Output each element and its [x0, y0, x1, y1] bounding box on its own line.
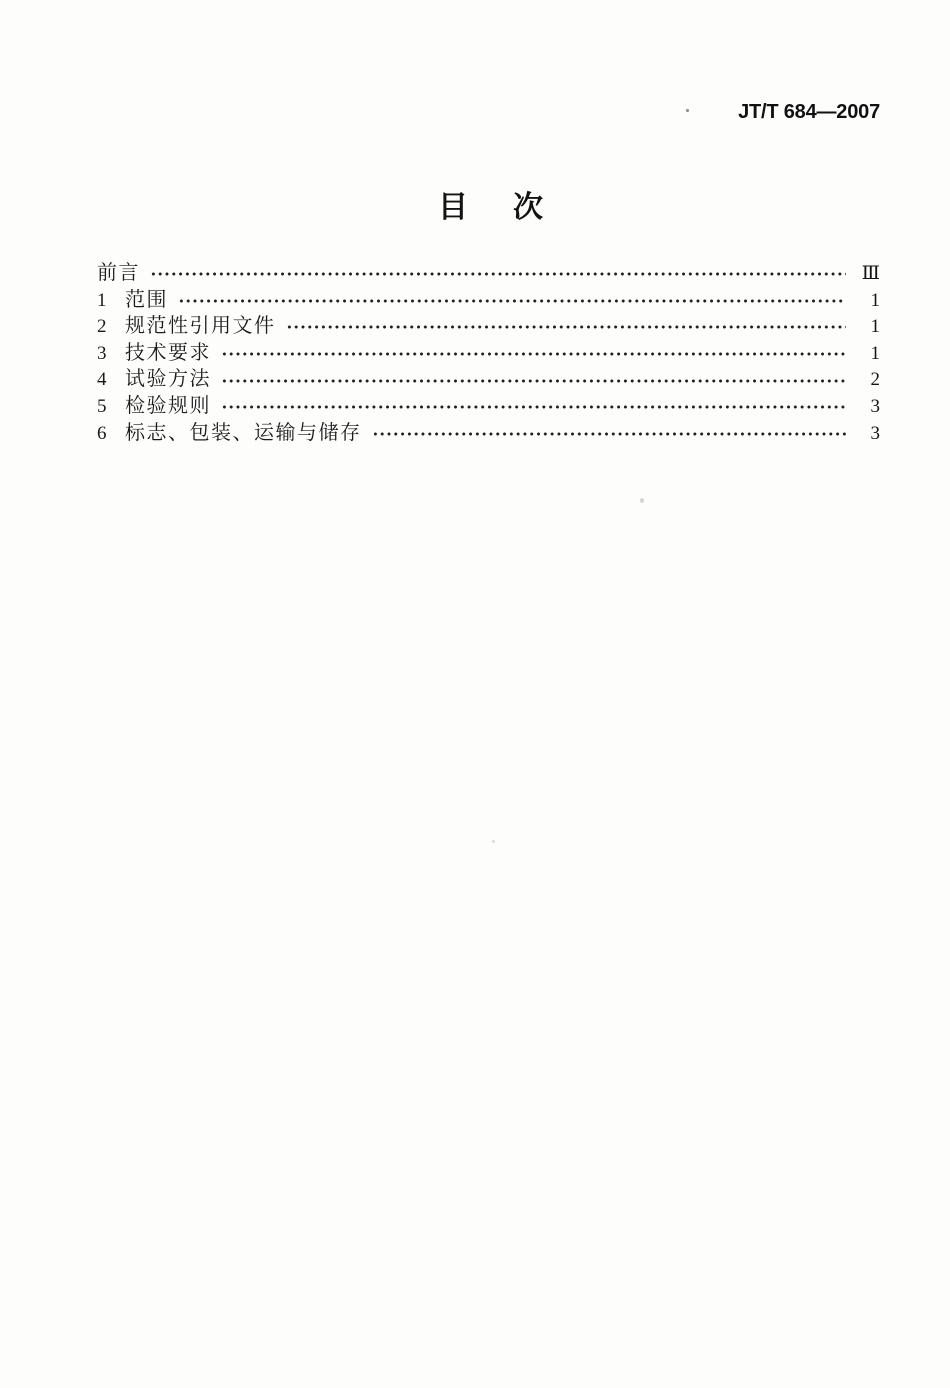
toc-row: [97, 313, 880, 340]
toc-entry-page: 1: [870, 316, 880, 338]
toc-row: [97, 287, 880, 314]
toc-entry-number: 5: [97, 395, 107, 417]
scan-speck: [640, 498, 644, 503]
toc-entry-label: 试验方法: [125, 368, 211, 391]
toc-row: [97, 260, 880, 287]
toc-title-first-char: 目: [438, 191, 468, 224]
toc-leader-dots: [221, 404, 846, 410]
toc-entry-number: 4: [97, 369, 107, 391]
toc-entry-number: 6: [97, 422, 107, 444]
toc-entry-label: 检验规则: [125, 394, 211, 417]
toc-leader-dots: [286, 324, 847, 330]
toc-title-second-char: 次: [513, 191, 543, 224]
toc-list: [97, 260, 880, 446]
toc-row: [97, 340, 880, 367]
toc-title: [438, 182, 543, 226]
toc-entry-page: 3: [870, 422, 880, 444]
toc-entry-label: 规范性引用文件: [125, 315, 276, 338]
toc-entry-label: 标志、包装、运输与储存: [125, 421, 362, 444]
scan-speck: [686, 109, 689, 112]
toc-entry-number: 2: [97, 316, 107, 338]
toc-leader-dots: [372, 431, 847, 437]
toc-entry-label: 技术要求: [125, 341, 211, 364]
toc-entry-label: 前言: [97, 262, 140, 284]
toc-leader-dots: [178, 298, 846, 304]
toc-entry-page: 1: [870, 289, 880, 311]
document-number: JT/T 684—2007: [738, 101, 880, 123]
toc-entry-label: 范围: [125, 288, 168, 311]
toc-leader-dots: [221, 351, 846, 357]
toc-leader-dots: [150, 271, 846, 277]
toc-leader-dots: [221, 378, 846, 384]
toc-entry-page: 2: [870, 369, 880, 391]
toc-entry-number: 1: [97, 289, 107, 311]
toc-row: [97, 393, 880, 420]
toc-row: [97, 420, 880, 447]
toc-row: [97, 366, 880, 393]
scan-speck: [492, 840, 495, 843]
toc-entry-page: 1: [870, 342, 880, 364]
toc-entry-page: 3: [870, 395, 880, 417]
toc-entry-number: 3: [97, 342, 107, 364]
toc-entry-page: Ⅲ: [861, 263, 880, 284]
